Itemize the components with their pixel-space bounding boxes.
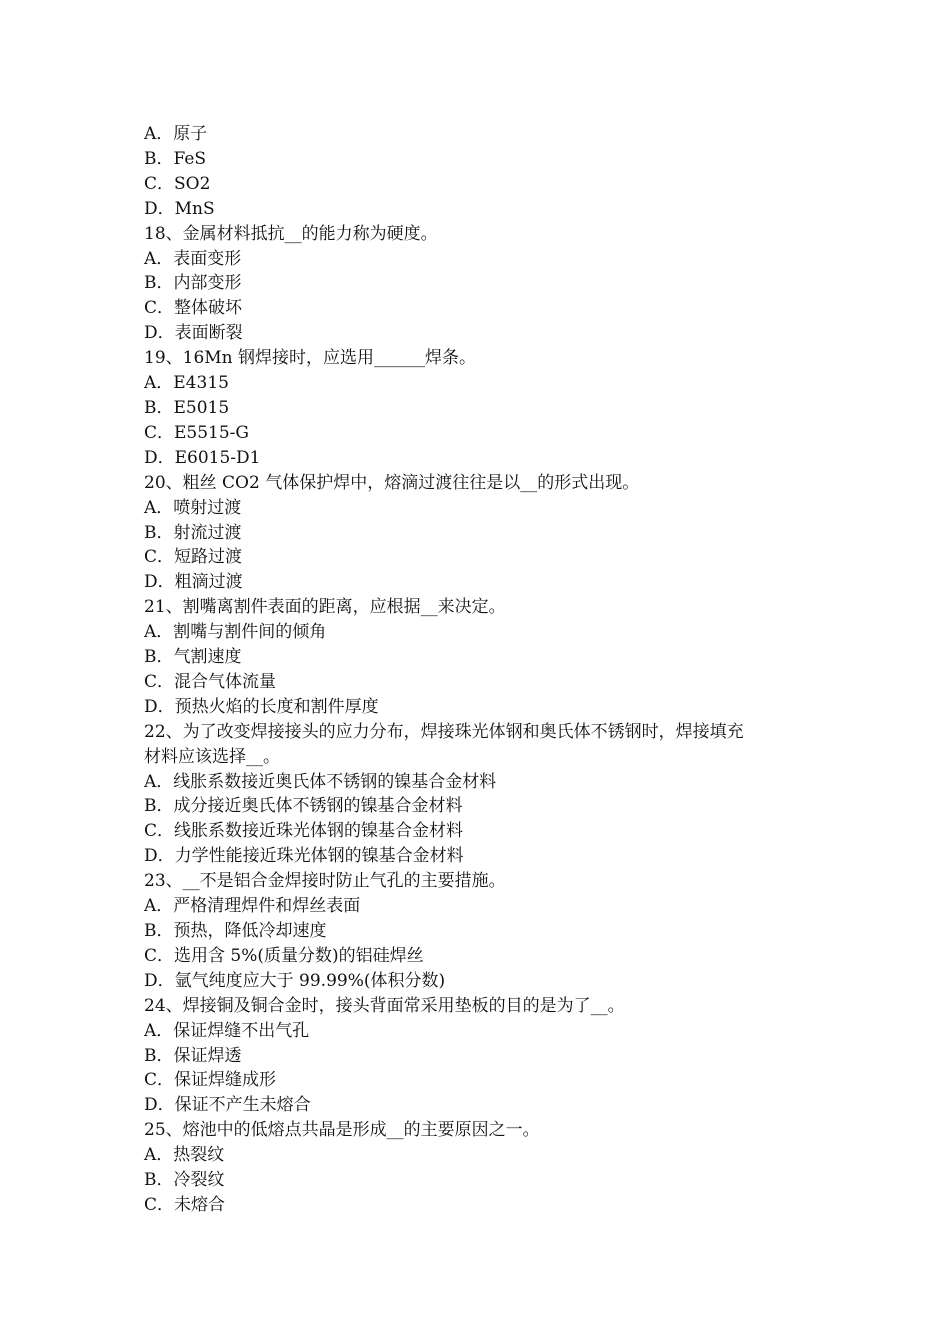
option-line: D．E6015-D1 <box>144 447 261 468</box>
option-line: B．射流过渡 <box>144 522 242 543</box>
option-line: B．保证焊透 <box>144 1045 242 1066</box>
question-line: 材料应该选择__。 <box>144 746 280 767</box>
option-line: B．气割速度 <box>144 647 242 668</box>
option-line: A．线胀系数接近奥氏体不锈钢的镍基合金材料 <box>144 771 497 792</box>
option-line: C．保证焊缝成形 <box>144 1070 277 1091</box>
option-line: C．SO2 <box>144 173 211 194</box>
question-line: 18、金属材料抵抗__的能力称为硬度。 <box>144 223 438 244</box>
option-line: A．严格清理焊件和焊丝表面 <box>144 896 361 917</box>
option-line: C．整体破坏 <box>144 298 243 319</box>
option-line: A．保证焊缝不出气孔 <box>144 1020 310 1041</box>
option-line: A．割嘴与割件间的倾角 <box>144 622 327 643</box>
option-line: D．MnS <box>144 198 215 219</box>
option-line: C．混合气体流量 <box>144 671 277 692</box>
option-line: B．FeS <box>144 148 207 169</box>
option-line: C．选用含 5%(质量分数)的铝硅焊丝 <box>144 945 424 966</box>
option-line: D．粗滴过渡 <box>144 572 243 593</box>
option-line: B．内部变形 <box>144 273 242 294</box>
question-line: 23、__不是铝合金焊接时防止气孔的主要措施。 <box>144 871 506 892</box>
option-line: C．短路过渡 <box>144 547 243 568</box>
document-page <box>144 122 824 1218</box>
question-line: 24、焊接铜及铜合金时，接头背面常采用垫板的目的是为了__。 <box>144 995 625 1016</box>
option-line: D．氩气纯度应大于 99.99%(体积分数) <box>144 970 446 991</box>
option-line: A．表面变形 <box>144 248 242 269</box>
option-line: D．表面断裂 <box>144 323 243 344</box>
question-line: 20、粗丝 CO2 气体保护焊中，熔滴过渡往往是以__的形式出现。 <box>144 472 640 493</box>
question-line: 25、熔池中的低熔点共晶是形成__的主要原因之一。 <box>144 1120 540 1141</box>
option-line: A．原子 <box>144 124 208 144</box>
question-line: 19、16Mn 钢焊接时，应选用______焊条。 <box>144 348 477 369</box>
question-line: 21、割嘴离割件表面的距离，应根据__来决定。 <box>144 597 506 618</box>
option-line: C．E5515-G <box>144 422 250 443</box>
option-line: C．线胀系数接近珠光体钢的镍基合金材料 <box>144 821 464 842</box>
option-line: A．热裂纹 <box>144 1145 225 1166</box>
option-line: A．E4315 <box>144 373 229 394</box>
option-line: B．预热，降低冷却速度 <box>144 921 327 941</box>
option-line: B．冷裂纹 <box>144 1170 225 1191</box>
question-line: 22、为了改变焊接接头的应力分布，焊接珠光体钢和奥氏体不锈钢时，焊接填充 <box>144 721 744 742</box>
option-line: A．喷射过渡 <box>144 497 242 518</box>
option-line: C．未熔合 <box>144 1194 226 1215</box>
option-line: D．保证不产生未熔合 <box>144 1095 311 1116</box>
option-line: D．力学性能接近珠光体钢的镍基合金材料 <box>144 846 464 867</box>
option-line: B．E5015 <box>144 397 230 418</box>
option-line: B．成分接近奥氏体不锈钢的镍基合金材料 <box>144 796 463 817</box>
option-line: D．预热火焰的长度和割件厚度 <box>144 696 379 717</box>
